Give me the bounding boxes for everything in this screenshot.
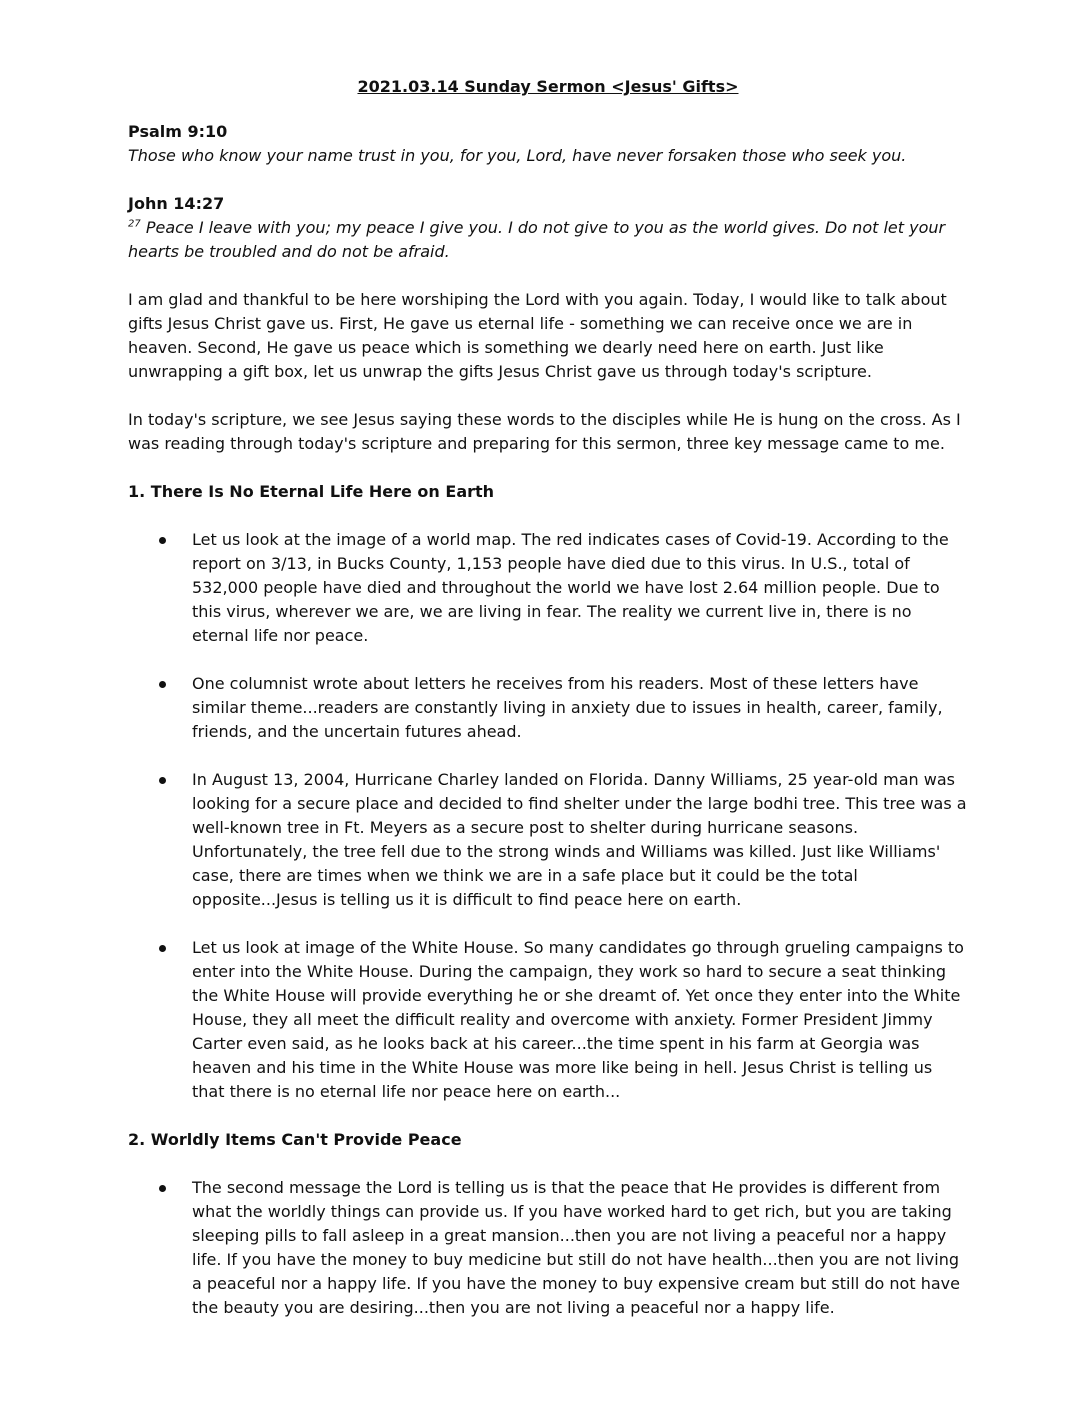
bullet-text: Let us look at image of the White House. So many candidates go through grueling campaigns to enter into the White House. During the campaign, they work so hard to secure a seat thinking the White House will provide everything he or she dreamt of. Yet once they enter into the White House, they all meet the difficult reality and overcome with anxiety. Former President Jimmy Carter even said, as he looks back at his career...the time spent in his farm at Georgia was heaven and his time in the White House was more like being in hell. Jesus Christ is telling us that there is no eternal life nor peace here on earth... bbox=[192, 938, 964, 1101]
bullet-text: Let us look at the image of a world map. The red indicates cases of Covid-19. According to the report on 3/13, in Bucks County, 1,153 people have died due to this virus. In U.S., total of 532,000 people have died and throughout the world we have lost 2.64 million people. Due to this virus, wherever we are, we are living in fear. The reality we current live in, there is no eternal life nor peace. bbox=[192, 530, 949, 645]
verse-text bbox=[128, 216, 968, 264]
bullet-list bbox=[128, 528, 968, 1104]
bullet-icon bbox=[159, 1185, 166, 1192]
verse-number: 27 bbox=[128, 218, 141, 230]
bullet-item bbox=[128, 1176, 968, 1320]
verse-text-content: Peace I leave with you; my peace I give you. I do not give to you as the world gives. Do not let your hearts be troubled and do not be afraid. bbox=[128, 218, 946, 261]
bullet-text: One columnist wrote about letters he receives from his readers. Most of these letters have similar theme...readers are constantly living in anxiety due to issues in health, career, family, friends, and the uncertain futures ahead. bbox=[192, 674, 943, 741]
intro-paragraph: I am glad and thankful to be here worshiping the Lord with you again. Today, I would like to talk about gifts Jesus Christ gave us. First, He gave us eternal life - something we can receive once we are in heaven. Second, He gave us peace which is something we dearly need here on earth. Just like unwrapping a gift box, let us unwrap the gifts Jesus Christ gave us through today's scripture. bbox=[128, 290, 947, 381]
document-title: 2021.03.14 Sunday Sermon <Jesus' Gifts> bbox=[357, 77, 739, 96]
verse-block-john bbox=[128, 192, 968, 264]
bullet-text: The second message the Lord is telling us is that the peace that He provides is different from what the worldly things can provide us. If you have worked hard to get rich, but you are taking sleeping pills to fall asleep in a great mansion...then you are not living a peaceful nor a happy life. If you have the money to buy medicine but still do not have health...then you are not living a peaceful nor a happy life. If you have the money to buy expensive cream but still do not have the beauty you are desiring...then you are not living a peaceful nor a happy life. bbox=[192, 1178, 960, 1317]
bullet-text: In August 13, 2004, Hurricane Charley landed on Florida. Danny Williams, 25 year-old man was looking for a secure place and decided to find shelter under the large bodhi tree. This tree was a well-known tree in Ft. Meyers as a secure post to shelter during hurricane seasons. Unfortunately, the tree fell due to the strong winds and Williams was killed. Just like Williams' case, there are times when we think we are in a safe place but it could be the total opposite...Jesus is telling us it is difficult to find peace here on earth. bbox=[192, 770, 967, 909]
bullet-icon bbox=[159, 777, 166, 784]
verse-reference: John 14:27 bbox=[128, 194, 225, 213]
section-heading: 1. There Is No Eternal Life Here on Earth bbox=[128, 482, 495, 501]
bullet-icon bbox=[159, 681, 166, 688]
verse-text bbox=[128, 144, 968, 168]
bullet-item bbox=[128, 936, 968, 1104]
verse-block-psalm bbox=[128, 120, 968, 168]
bullet-icon bbox=[159, 537, 166, 544]
bullet-list bbox=[128, 1176, 968, 1320]
bullet-item bbox=[128, 768, 968, 912]
bullet-icon bbox=[159, 945, 166, 952]
verse-reference: Psalm 9:10 bbox=[128, 122, 228, 141]
bullet-item bbox=[128, 528, 968, 648]
bullet-item bbox=[128, 672, 968, 744]
verse-text-content: Those who know your name trust in you, for you, Lord, have never forsaken those who seek you. bbox=[128, 146, 907, 165]
intro-paragraph: In today's scripture, we see Jesus saying these words to the disciples while He is hung on the cross. As I was reading through today's scripture and preparing for this sermon, three key message came to me. bbox=[128, 410, 961, 453]
section-heading: 2. Worldly Items Can't Provide Peace bbox=[128, 1130, 462, 1149]
